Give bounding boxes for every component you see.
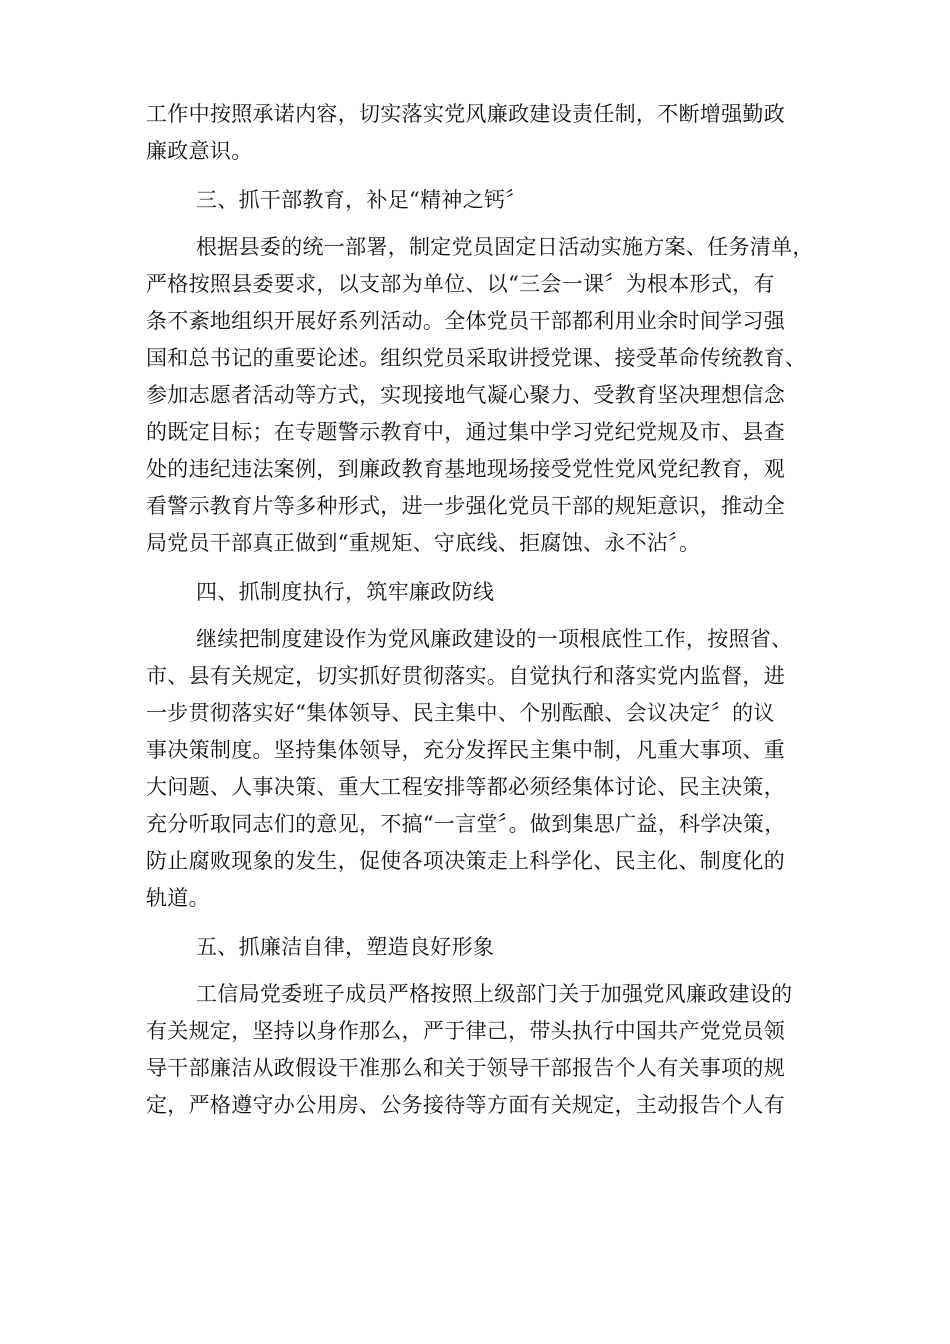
paragraph-line: 导干部廉洁从政假设干准那么和关于领导干部报告个人有关事项的规	[146, 1056, 785, 1080]
paragraph-line: 严格按照县委要求，以支部为单位、以“三会一课〞为根本形式，有	[146, 272, 775, 296]
paragraph-line: 有关规定，坚持以身作那么，严于律己，带头执行中国共产党党员领	[146, 1019, 785, 1043]
section-3-paragraph	[146, 229, 814, 562]
paragraph-line: 条不紊地组织开展好系列活动。全体党员干部都利用业余时间学习强	[146, 309, 785, 333]
intro-paragraph	[146, 96, 814, 170]
section-heading-5: 五、抓廉洁自律，塑造良好形象	[196, 935, 495, 959]
paragraph-line: 处的违纪违法案例，到廉政教育基地现场接受党性党风党纪教育，观	[146, 457, 785, 481]
section-4-paragraph	[146, 621, 814, 917]
paragraph-line: 定，严格遵守办公用房、公务接待等方面有关规定，主动报告个人有	[146, 1093, 785, 1117]
paragraph-line: 市、县有关规定，切实抓好贯彻落实。自觉执行和落实党内监督，进	[146, 664, 785, 688]
paragraph-line: 大问题、人事决策、重大工程安排等都必须经集体讨论、民主决策，	[146, 775, 785, 799]
paragraph-line: 廉政意识。	[146, 139, 253, 163]
paragraph-line: 国和总书记的重要论述。组织党员采取讲授党课、接受革命传统教育、	[146, 346, 807, 370]
paragraph-line: 防止腐败现象的发生，促使各项决策走上科学化、民主化、制度化的	[146, 849, 785, 873]
paragraph-line: 根据县委的统一部署，制定党员固定日活动实施方案、任务清单，	[196, 235, 814, 259]
section-heading-3: 三、抓干部教育，补足“精神之钙〞	[196, 188, 527, 212]
section-5-paragraph	[146, 976, 814, 1124]
document-body	[146, 96, 814, 1134]
paragraph-line: 继续把制度建设作为党风廉政建设的一项根底性工作，按照省、	[196, 627, 793, 651]
section-heading-4: 四、抓制度执行，筑牢廉政防线	[196, 580, 495, 604]
paragraph-line: 充分听取同志们的意见，不搞“一言堂〞。做到集思广益，科学决策，	[146, 812, 786, 836]
paragraph-line: 工作中按照承诺内容，切实落实党风廉政建设责任制，不断增强勤政	[146, 102, 785, 126]
paragraph-line: 轨道。	[146, 886, 210, 910]
paragraph-line: 看警示教育片等多种形式，进一步强化党员干部的规矩意识，推动全	[146, 494, 785, 518]
paragraph-line: 参加志愿者活动等方式，实现接地气凝心聚力、受教育坚决理想信念	[146, 383, 785, 407]
paragraph-line: 事决策制度。坚持集体领导，充分发挥民主集中制，凡重大事项、重	[146, 738, 785, 762]
paragraph-line: 一步贯彻落实好“集体领导、民主集中、个别酝酿、会议决定〞的议	[146, 701, 775, 725]
paragraph-line: 局党员干部真正做到“重规矩、守底线、拒腐蚀、永不沾〞。	[146, 531, 701, 555]
paragraph-line: 工信局党委班子成员严格按照上级部门关于加强党风廉政建设的	[196, 982, 793, 1006]
paragraph-line: 的既定目标；在专题警示教育中，通过集中学习党纪党规及市、县查	[146, 420, 785, 444]
